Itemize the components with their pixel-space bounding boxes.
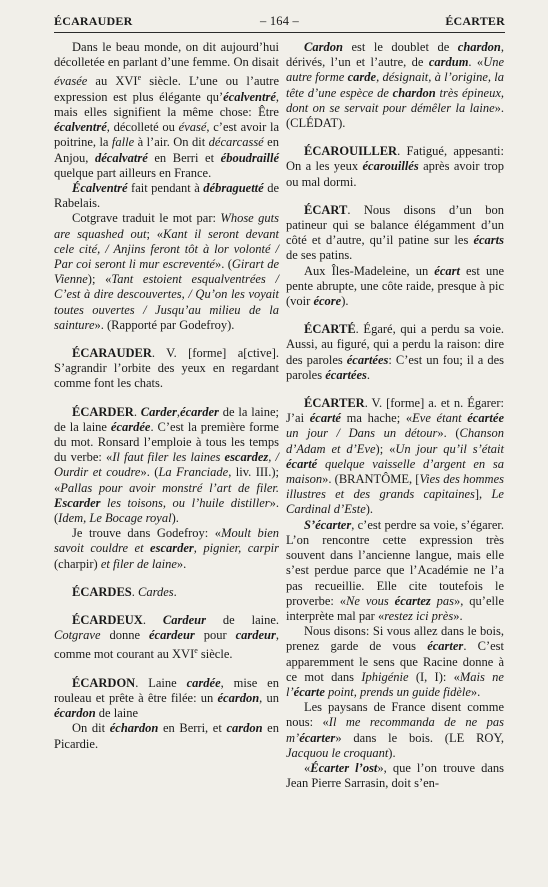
- running-head-last-word: ÉCARTER: [445, 14, 505, 28]
- entry-ecarouiller: ÉCAROUILLER. Fatigué, appesanti: On a les yeux écarouillés après avoir trop ou mal dormi.: [286, 144, 504, 189]
- s-ecarter-paragraph: S’écarter, c’est perdre sa voie, s’égarer. L’on rencontre cette expression très souvent dans l’ancienne langue, mais elle s’est perdue parce que l’Académie ne l’a pas recueillie. Elle cite toutefois le proverbe: «Ne vous écartez pas», qu’elle interprète mal par «restez ici près».: [286, 517, 504, 623]
- headword-ecarder: ÉCARDER: [72, 404, 134, 419]
- headword-ecardeux: ÉCARDEUX: [72, 613, 143, 628]
- entry-ecarte: ÉCARTÉ. Égaré, qui a perdu sa voie. Aussi, au figuré, qui a perdu la raison: dire des paroles écartées: C’est un fou; il a des paroles écartées.: [286, 322, 504, 382]
- headword-ecarauder: ÉCARAUDER: [72, 346, 152, 361]
- ecardon-regional-paragraph: On dit échardon en Berri, et cardon en Picardie.: [54, 721, 279, 751]
- ecart-iles-madeleine-paragraph: Aux Îles-Madeleine, un écart est une pente abrupte, une côte raide, presque à pic (voir écore).: [286, 263, 504, 309]
- left-column: [54, 40, 279, 752]
- entry-ecalventre-paragraph: Dans le beau monde, on dit aujourd’hui décolletée en parlant d’une femme. On disait évasée au XVIe siècle. L’une ou l’autre expression est plus élégante qu’écalventré, mais elles signifient la même chose: Être écalventré, décolleté ou évasé, c’est avoir la poitrine, la falle à l’air. On dit décarcassé en Anjou, décalvatré en Berri et éboudraillé quelque part ailleurs en France.: [54, 40, 279, 180]
- running-head-first-word: ÉCARAUDER: [54, 14, 133, 28]
- entry-ecarauder: ÉCARAUDER. V. [forme] a[ctive]. S’agrandir l’orbite des yeux en regardant comme font les chats.: [54, 346, 279, 391]
- headword-ecardes: ÉCARDES: [72, 584, 132, 599]
- headword-ecardon: ÉCARDON: [72, 675, 136, 690]
- headword-ecarter: ÉCARTER: [304, 396, 365, 411]
- entry-ecardon: ÉCARDON. Laine cardée, mise en rouleau et prête à être filée: un écardon, un écardon de laine: [54, 675, 279, 721]
- ecalventre-rabelais-paragraph: Écalventré fait pendant à débraguetté de Rabelais.: [54, 180, 279, 211]
- entry-ecarder: ÉCARDER. Carder,écarder de la laine; de la laine écardée. C’est la première forme du mot. Ronsard l’emploie à tous les temps du verbe: «Il faut filer les laines escardez, / Ourdir et coudre». (La Franciade, liv. III.); «Pallas pour avoir monstré l’art de filer. Escarder les toisons, ou l’huile distiller». (Idem, Le Bocage royal).: [54, 404, 279, 526]
- ecarter-lost-paragraph: «Écarter l’ost», que l’on trouve dans Jean Pierre Sarrasin, doit s’en-: [286, 760, 504, 791]
- cotgrave-quote-paragraph: Cotgrave traduit le mot par: Whose guts are squashed out; «Kant il seront devant cele cité, / Anjins feront tôt à lor volonté / Par coi seront li mur escreventé». (Girart de Vienne); «Tant estoient esqualventrées / C’est à dire descouvertes, / Qu’on les voyait toutes ouvertes / Jusqu’au milieu de la sainture». (Rapporté par Godefroy).: [54, 211, 280, 332]
- entry-ecardes: ÉCARDES. Cardes.: [72, 584, 177, 599]
- ecarder-godefroy-paragraph: Je trouve dans Godefroy: «Moult bien savoit couldre et escarder, pignier, carpir (charpir) et filer de laine».: [54, 526, 279, 571]
- headword-ecarte: ÉCARTÉ: [304, 322, 356, 337]
- entry-ecardeux: ÉCARDEUX. Cardeur de laine. Cotgrave donne écardeur pour cardeur, comme mot courant au XVIe siècle.: [54, 613, 280, 662]
- running-head: [54, 6, 505, 33]
- cardon-doublet-paragraph: Cardon est le doublet de chardon, dérivés, l’un et l’autre, de cardum. «Une autre forme carde, désignait, à l’origine, la tête d’une espèce de chardon très épineux, dont on se servait pour démêler la laine». (CLÉDAT).: [286, 40, 505, 131]
- paysans-de-france-paragraph: Les paysans de France disent comme nous: «Il me recommanda de ne pas m’écarter» dans le bois. (LE ROY, Jacquou le croquant).: [286, 700, 504, 760]
- entry-ecart: ÉCART. Nous disons d’un bon patineur qui se balance élégamment d’un côté et d’autre, qu’il patine sur les écarts de ses patins.: [286, 202, 504, 263]
- headword-ecarouiller: ÉCAROUILLER: [304, 144, 398, 159]
- racine-iphigenie-paragraph: Nous disons: Si vous allez dans le bois, prenez garde de vous écarter. C’est apparemment le sens que Racine donne à ce mot dans Iphigénie (I, I): «Mais ne l’écarte point, prends un guide fidèle».: [286, 624, 505, 699]
- entry-ecarter: ÉCARTER. V. [forme] a. et n. Égarer: J’ai écarté ma hache; «Eve étant écartée un jour / Dans un détour». (Chanson d’Adam et d’Eve); «Un jour qu’il s’était écarté quelque vaisselle d’argent en sa maison». (BRANTÔME, [Vies des hommes illustres et des grands capitaines], Le Cardinal d’Este).: [286, 396, 505, 517]
- right-column: [286, 40, 504, 791]
- headword-ecart: ÉCART: [304, 202, 348, 217]
- page-number: – 164 –: [260, 14, 299, 28]
